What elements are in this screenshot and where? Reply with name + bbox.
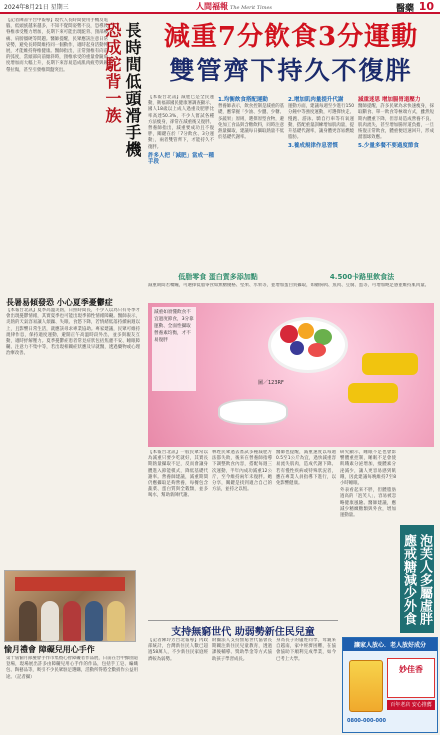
event-article-body: 第十屆愉月節慶會手作市集暨心智障礙者作品展，日前在台中綠園道登場，現場展出許多由障礙兒用心手作的作品，包括手工皂、編織包、陶藝品等，吸引不少民眾駐足選購，活動所得將全數捐作公益用途。（記者攝） [6, 656, 138, 680]
left-subarticle-title: 長暑易傾發恐 小心夏季憂鬱症 [6, 297, 113, 307]
article-snack-text: 減重期間若嘴饞，可選擇低脂零食如無糖優格、堅果、水果等，並增加蛋白質攝取，如雞胸肉、魚肉、豆腐、蛋等，可增加飽足感並維持肌肉量。 [148, 283, 430, 288]
product-package-icon [349, 660, 383, 712]
advertisement[interactable] [342, 637, 438, 733]
newspaper-logo: 人間福報 The Merit Times [196, 1, 272, 11]
article-column-1: 【本報台北訊】減肥已是全民運動，衛福部國民健康署調查顯示，國人18歲以上成人過重及肥胖比率高達50.3%，不少人嘗試各種方法瘦身，卻常在減重後又復胖。營養師指出，減重要成功且不復胖，關鍵在於「7分飲食、3分運動」，兩者雙管齊下，才能持久不復胖。 許多人把「減肥」當成一種手段 [148, 95, 214, 166]
section-heading-snacks: 低脂零食 蛋白質多添加點 [178, 273, 258, 281]
event-photo-caption: 愉月禮會 障礙兒用心手作 [4, 644, 95, 654]
article-column-2: 1.均衡飲食搭配運動 營養師表示，飲食控制是減重的基礎，應掌握「少油、少鹽、少糖、多蔬果」原則，選擇原型食物，避免加工食品與含糖飲料，同時注意熱量攝取，建議每日攝取熱量不低於基礎代謝率。 [218, 97, 284, 141]
main-headline [148, 20, 434, 88]
left-subarticle-body: 【本報台北訊】夏季高溫炎熱，日照時間長，不少人以為只有冬季才會出現憂鬱情緒，其實夏季也可能出現季節性情緒障礙。醫師表示，炎熱的天氣容易讓人煩躁、失眠、食慾下降，若情緒低落持續兩週以上，且影響日常生活，就應該尋求專業協助。專家建議，民眾可維持規律作息，保持適度運動，避開正午高溫時段外出，並多與親友互動，適時紓解壓力。夏季憂鬱症患者常見症狀包括焦慮不安、睡眠障礙、注意力不集中等，若出現相關症狀應及早就醫，透過藥物或心理治療改善。 [6, 308, 140, 357]
photo-person [85, 601, 103, 641]
headline-line1: 減重7分飲食3分運動 [163, 22, 419, 52]
photo-person [63, 601, 81, 641]
section-heading-diet: 4.500卡路里飲食法 [329, 273, 395, 281]
ad-phone: 0800-000-000 [347, 718, 386, 724]
blueberry-icon [290, 341, 304, 355]
middle-column-1: 【本報台北訊】一般民眾常以為減重只要少吃就好，其實長期熱量攝取不足，反而會讓身體進入節能模式，降低基礎代謝率。營養師建議，減重期間仍應攝取足夠營養，每餐包含蔬菜、蛋白質與全穀類，並多喝水，幫助新陳代謝。 [148, 450, 208, 499]
issue-date: 2024年8月21日 星期三 [4, 4, 69, 11]
ad-slogan: 百年老店 安心推薦 [387, 700, 435, 710]
photo-person [107, 601, 125, 641]
tape-measure-icon [218, 399, 288, 425]
event-photo [4, 570, 136, 642]
bottom-column-1: 【記者陳玲芳台北報導】內政部統計，台灣新住民人數已超過58萬人，不少新住民家庭經濟較為弱勢。 [148, 638, 208, 662]
left-article-body: 【記者陳書宇台中報導】現代人長時間使用手機及電腦，低頭族越來越多，不知不覺間姿勢不良，恐導致脊椎承受壓力增加，長期下來可能出現駝背、頸部痠痛、肩膀僵硬等問題。醫師提醒，民眾應該注意日常姿勢，避免長時間維持同一個動作，適時起身活動伸展，才能維持脊椎健康。醫師指出，正常頸椎有向前的弧度，當頭部向前傾斜時，頸椎承受的重量會隨角度增加而大幅上升，長期下來容易造成肌肉疲勞與韌帶拉傷，甚至引發椎間盤突出。 [6, 18, 108, 73]
ad-tagline: 讓家人放心．老人放好成分 [343, 638, 437, 651]
middle-column-4: 研究顯示，睡眠不足也會影響體重控制，睡眠不足會使飢餓素分泌增加，瘦體素分泌減少，讓人更容易感到飢餓，因此建議每晚維持7至8小時睡眠。 外表看起來不胖，但體脂肪過高的「泡芙人」，容易被忽略健康風險。醫師建議，應減少精緻糖類與外食，增加運動量。 [340, 450, 396, 519]
page-number: 10 [418, 0, 434, 13]
photo-person [41, 601, 59, 641]
article-column-4: 減重迷思 增加腸胃道壓力 醫師提醒，許多民眾為求快速瘦身，採取斷食、單一飲食等極端方式，雖然短期內體重下降，但容易造成營養不良、肌肉流失，甚至增加腸胃道負擔，一旦恢復正常飲食，體重便迅速回升，形成溜溜球效應。 5.少量多餐不要過度節食 [358, 97, 434, 150]
ad-brand-name: 妙佳香 [399, 665, 423, 674]
bottom-column-2: 財團法人支持無窮世代協會長期關注新住民兒童教育，透過課後輔導、獎助學金等方式協助孩子學習成長。 [212, 638, 272, 662]
headline-line2: 雙管齊下持久不復胖 [169, 56, 413, 85]
dumbbell-icon [362, 353, 418, 375]
side-story-headline: 泡芙人多屬虛胖 應戒糖減少外食 [400, 525, 434, 633]
bottom-story-headline: 支持無窮世代 助弱勢新住民兒童 [148, 620, 338, 636]
main-photo [148, 303, 434, 447]
photo-credit: 圖／123RF [258, 380, 284, 386]
article-column-3: 2.增加肌肉量提升代謝 運動方面，建議每週至少進行150分鐘中等強度運動，可選擇快走、慢跑、游泳、騎自行車等有氧運動，搭配重量訓練增加肌肉量，提升基礎代謝率，讓身體更容易燃燒脂肪。 3.養成規律作息習慣 [288, 97, 354, 150]
orange-icon [298, 323, 314, 339]
dumbbell-icon [348, 383, 398, 403]
section-name: 醫藥 [395, 4, 414, 14]
bottom-column-3: 身為長子的盧姓同學，母親來自越南，家中經濟困難，在協會協助下順利完成學業，如今已考上大學。 [276, 638, 336, 662]
middle-column-2: 林姓民眾過去嘗試多種減肥方法都失敗，後來在營養師指導下調整飲食內容，搭配每週三次運動，半年內成功減重12公斤，至今維持兩年未復胖。她分享，關鍵是找到適合自己的方法，並持之以恆。 [212, 450, 272, 493]
photo-banner [15, 577, 125, 591]
left-article-title: 長時間低頭滑手機 恐成駝背一族 [103, 22, 142, 158]
middle-column-3: 醫師也提醒，減重速度以每週0.5至1公斤為宜，過快減重容易流失肌肉，造成代謝下降。若有慢性疾病或特殊狀況者，應在專業人員指導下進行，以免影響健康。 [276, 450, 336, 487]
photo-person [19, 601, 37, 641]
raspberry-icon [308, 343, 326, 357]
page-header [0, 0, 440, 14]
photo-caption-box: 減重如須懂飲食不宜過度節食，3分靠運動、全面性攝取營養素均衡，才不易復胖 [152, 307, 196, 391]
